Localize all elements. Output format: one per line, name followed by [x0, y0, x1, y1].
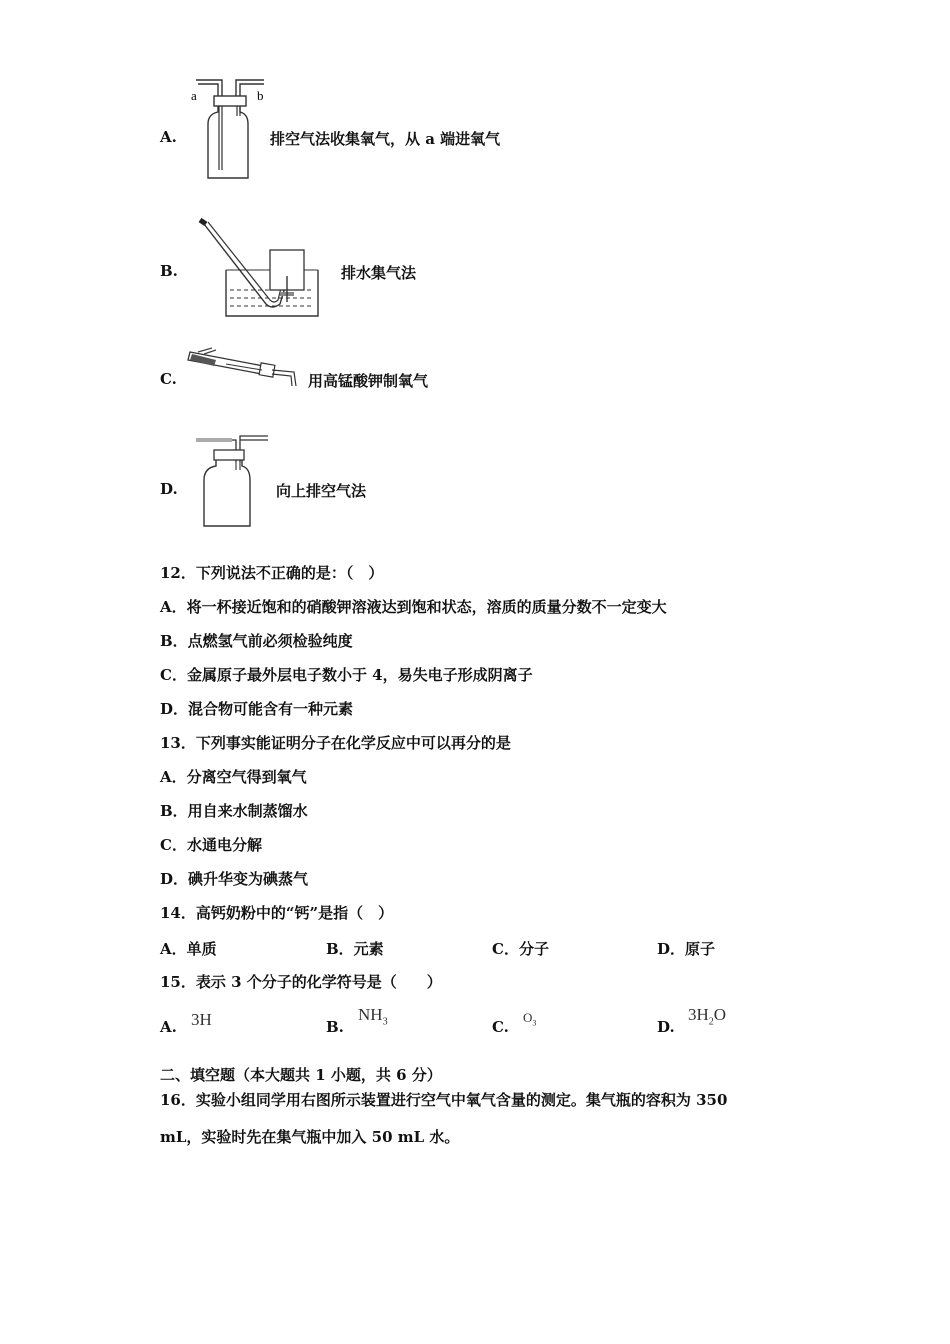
- q13-option-a: A．分离空气得到氧气: [160, 768, 307, 786]
- water-displacement-diagram: [192, 212, 332, 322]
- q14-option-c: C．分子: [492, 940, 549, 958]
- q12-option-c: C．金属原子最外层电子数小于 4，易失电子形成阴离子: [160, 666, 533, 684]
- q16-line-1: 16．实验小组同学用右图所示装置进行空气中氧气含量的测定。集气瓶的容积为 350: [160, 1091, 728, 1109]
- q13-option-b: B．用自来水制蒸馏水: [160, 802, 308, 820]
- section-2-heading: 二、填空题（本大题共 1 小题，共 6 分）: [160, 1066, 442, 1084]
- q15-option-d-letter: D.: [657, 1018, 675, 1036]
- option-a-letter: A.: [160, 128, 177, 146]
- formula-d-main: 3H: [688, 1005, 709, 1024]
- q13-stem: 13．下列事实能证明分子在化学反应中可以再分的是: [160, 734, 511, 752]
- formula-c-sub: 3: [532, 1018, 537, 1028]
- option-a-text: 排空气法收集氧气，从 a 端进氧气: [270, 130, 501, 148]
- q15-option-a-letter: A.: [160, 1018, 177, 1036]
- q16-line-2: mL，实验时先在集气瓶中加入 50 mL 水。: [160, 1128, 460, 1146]
- formula-b-main: NH: [358, 1005, 383, 1024]
- formula-d-sub: 2: [708, 1016, 714, 1028]
- q13-option-d: D．碘升华变为碘蒸气: [160, 870, 309, 888]
- q14-stem: 14．高钙奶粉中的“钙”是指（ ）: [160, 904, 394, 922]
- q14-option-a: A．单质: [160, 940, 217, 958]
- q12-stem: 12．下列说法不正确的是：（ ）: [160, 564, 384, 582]
- q15-option-b-letter: B.: [326, 1018, 344, 1036]
- q15-formula-b: [358, 1005, 388, 1027]
- q14-option-d: D．原子: [657, 940, 716, 958]
- q14-option-b: B．元素: [326, 940, 384, 958]
- formula-b-sub: 3: [382, 1016, 388, 1028]
- gas-bottle-diagram: [190, 72, 280, 182]
- q15-formula-d: [688, 1005, 726, 1027]
- option-c-letter: C.: [160, 370, 177, 388]
- option-c-text: 用高锰酸钾制氧气: [308, 372, 429, 390]
- q15-option-b: [326, 1018, 344, 1036]
- test-tube-diagram: [186, 338, 311, 388]
- q12-option-a: A．将一杯接近饱和的硝酸钾溶液达到饱和状态，溶质的质量分数不一定变大: [160, 598, 667, 616]
- option-b-text: 排水集气法: [341, 264, 417, 282]
- formula-d-tail: O: [713, 1005, 727, 1024]
- tube-a-label: a: [191, 88, 197, 103]
- tube-b-label: b: [257, 88, 264, 103]
- option-d-text: 向上排空气法: [276, 482, 367, 500]
- q15-formula-c: [523, 1010, 536, 1028]
- option-d-letter: D.: [160, 480, 178, 498]
- q15-option-a: [160, 1018, 177, 1036]
- q12-option-d: D．混合物可能含有一种元素: [160, 700, 354, 718]
- q15-option-c-letter: C.: [492, 1018, 509, 1036]
- q15-stem: 15．表示 3 个分子的化学符号是（ ）: [160, 973, 442, 991]
- q13-option-c: C．水通电分解: [160, 836, 262, 854]
- formula-a-main: 3H: [191, 1010, 212, 1029]
- air-displacement-diagram: [192, 432, 282, 532]
- q15-formula-a: [191, 1010, 212, 1030]
- q15-option-c: [492, 1018, 509, 1036]
- q15-option-d: [657, 1018, 675, 1036]
- q12-option-b: B．点燃氢气前必须检验纯度: [160, 632, 353, 650]
- option-b-letter: B.: [160, 262, 178, 280]
- formula-c-main: O: [523, 1010, 533, 1025]
